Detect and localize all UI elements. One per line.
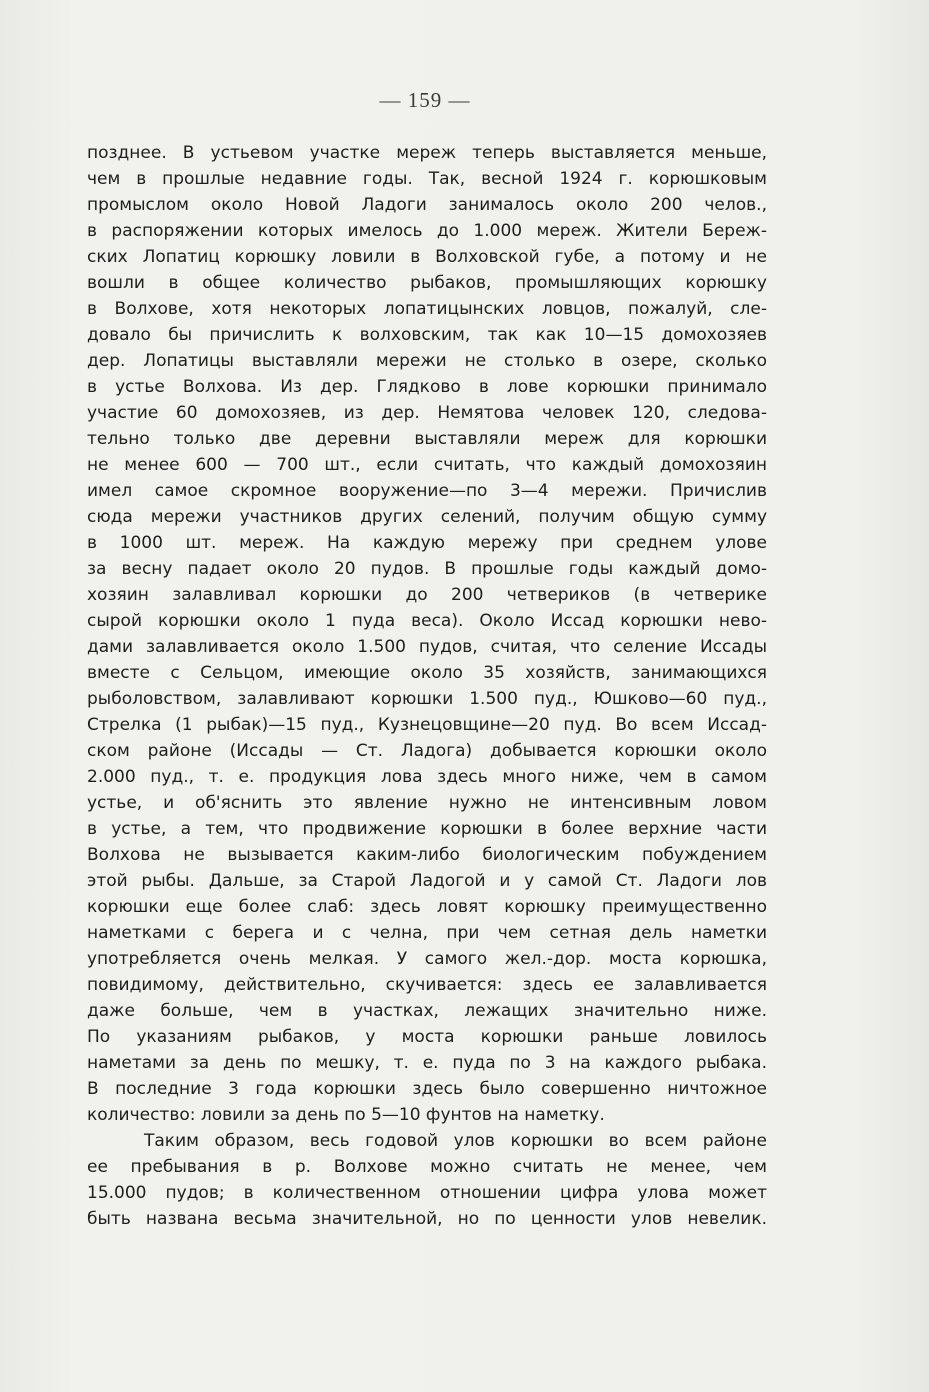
text-line: 15.000 пудов; в количественном отношении цифра улова может bbox=[87, 1183, 767, 1203]
text-line: в 1000 шт. мереж. На каждую мережу при среднем улове bbox=[87, 533, 767, 553]
text-line: Волхова не вызывается каким-либо биологическим побуждением bbox=[87, 845, 767, 865]
text-line: довало бы причислить к волховским, так как 10—15 домохозяев bbox=[87, 325, 767, 345]
text-line: устье, и об'яснить это явление нужно не интенсивным ловом bbox=[87, 793, 767, 813]
text-line: позднее. В устьевом участке мереж теперь выставляется меньше, bbox=[87, 143, 767, 163]
text-line: ее пребывания в р. Волхове можно считать не менее, чем bbox=[87, 1157, 767, 1177]
text-line: не менее 600 — 700 шт., если считать, что каждый домохозяин bbox=[87, 455, 767, 475]
text-line: наметами за день по мешку, т. е. пуда по 3 на каждого рыбака. bbox=[87, 1053, 767, 1073]
text-line: сюда мережи участников других селений, получим общую сумму bbox=[87, 507, 767, 527]
text-line: имел самое скромное вооружение—по 3—4 мережи. Причислив bbox=[87, 481, 767, 501]
page-number: — 159 — bbox=[379, 88, 471, 112]
text-line: вместе с Сельцом, имеющие около 35 хозяйств, занимающихся bbox=[87, 663, 767, 683]
text-line: В последние 3 года корюшки здесь было совершенно ничтожное bbox=[87, 1079, 767, 1099]
text-line: ском районе (Иссады — Ст. Ладога) добывается корюшки около bbox=[87, 741, 767, 761]
text-line: употребляется очень мелкая. У самого жел.-дор. моста корюшка, bbox=[87, 949, 767, 969]
text-line: 2.000 пуд., т. е. продукция лова здесь много ниже, чем в самом bbox=[87, 767, 767, 787]
text-line: за весну падает около 20 пудов. В прошлые годы каждый домо- bbox=[87, 559, 767, 579]
text-line: По указаниям рыбаков, у моста корюшки раньше ловилось bbox=[87, 1027, 767, 1047]
text-line: рыболовством, залавливают корюшки 1.500 пуд., Юшково—60 пуд., bbox=[87, 689, 767, 709]
text-line: повидимому, действительно, скучивается: здесь ее залавливается bbox=[87, 975, 767, 995]
paragraph-end-line: количество: ловили за день по 5—10 фунтов на наметку. bbox=[87, 1105, 605, 1125]
text-line: тельно только две деревни выставляли мереж для корюшки bbox=[87, 429, 767, 449]
text-line: корюшки еще более слаб: здесь ловят корюшку преимущественно bbox=[87, 897, 767, 917]
paragraph-start-line: Таким образом, весь годовой улов корюшки во всем районе bbox=[144, 1131, 767, 1151]
text-line: промыслом около Новой Ладоги занималось около 200 челов., bbox=[87, 195, 767, 215]
text-line: наметками с берега и с челна, при чем сетная дель наметки bbox=[87, 923, 767, 943]
text-line: дер. Лопатицы выставляли мережи не столько в озере, сколько bbox=[87, 351, 767, 371]
text-line: этой рыбы. Дальше, за Старой Ладогой и у самой Ст. Ладоги лов bbox=[87, 871, 767, 891]
text-line: дами залавливается около 1.500 пудов, считая, что селение Иссады bbox=[87, 637, 767, 657]
text-line: сырой корюшки около 1 пуда веса). Около Иссад корюшки нево- bbox=[87, 611, 767, 631]
text-line: хозяин залавливал корюшки до 200 четвериков (в четверике bbox=[87, 585, 767, 605]
text-line: в устье, а тем, что продвижение корюшки в более верхние части bbox=[87, 819, 767, 839]
text-line: в распоряжении которых имелось до 1.000 мереж. Жители Береж- bbox=[87, 221, 767, 241]
text-line: даже больше, чем в участках, лежащих значительно ниже. bbox=[87, 1001, 767, 1021]
text-line: вошли в общее количество рыбаков, промышляющих корюшку bbox=[87, 273, 767, 293]
text-line: в Волхове, хотя некоторых лопатицынских ловцов, пожалуй, сле- bbox=[87, 299, 767, 319]
text-line: в устье Волхова. Из дер. Глядково в лове корюшки принимало bbox=[87, 377, 767, 397]
body-text bbox=[87, 140, 767, 1232]
text-line: ских Лопатиц корюшку ловили в Волховской губе, а потому и не bbox=[87, 247, 767, 267]
text-line: участие 60 домохозяев, из дер. Немятова человек 120, следова- bbox=[87, 403, 767, 423]
text-line: быть названа весьма значительной, но по ценности улов невелик. bbox=[87, 1209, 767, 1229]
text-line: Стрелка (1 рыбак)—15 пуд., Кузнецовщине—20 пуд. Во всем Иссад- bbox=[87, 715, 767, 735]
text-line: чем в прошлые недавние годы. Так, весной 1924 г. корюшковым bbox=[87, 169, 767, 189]
